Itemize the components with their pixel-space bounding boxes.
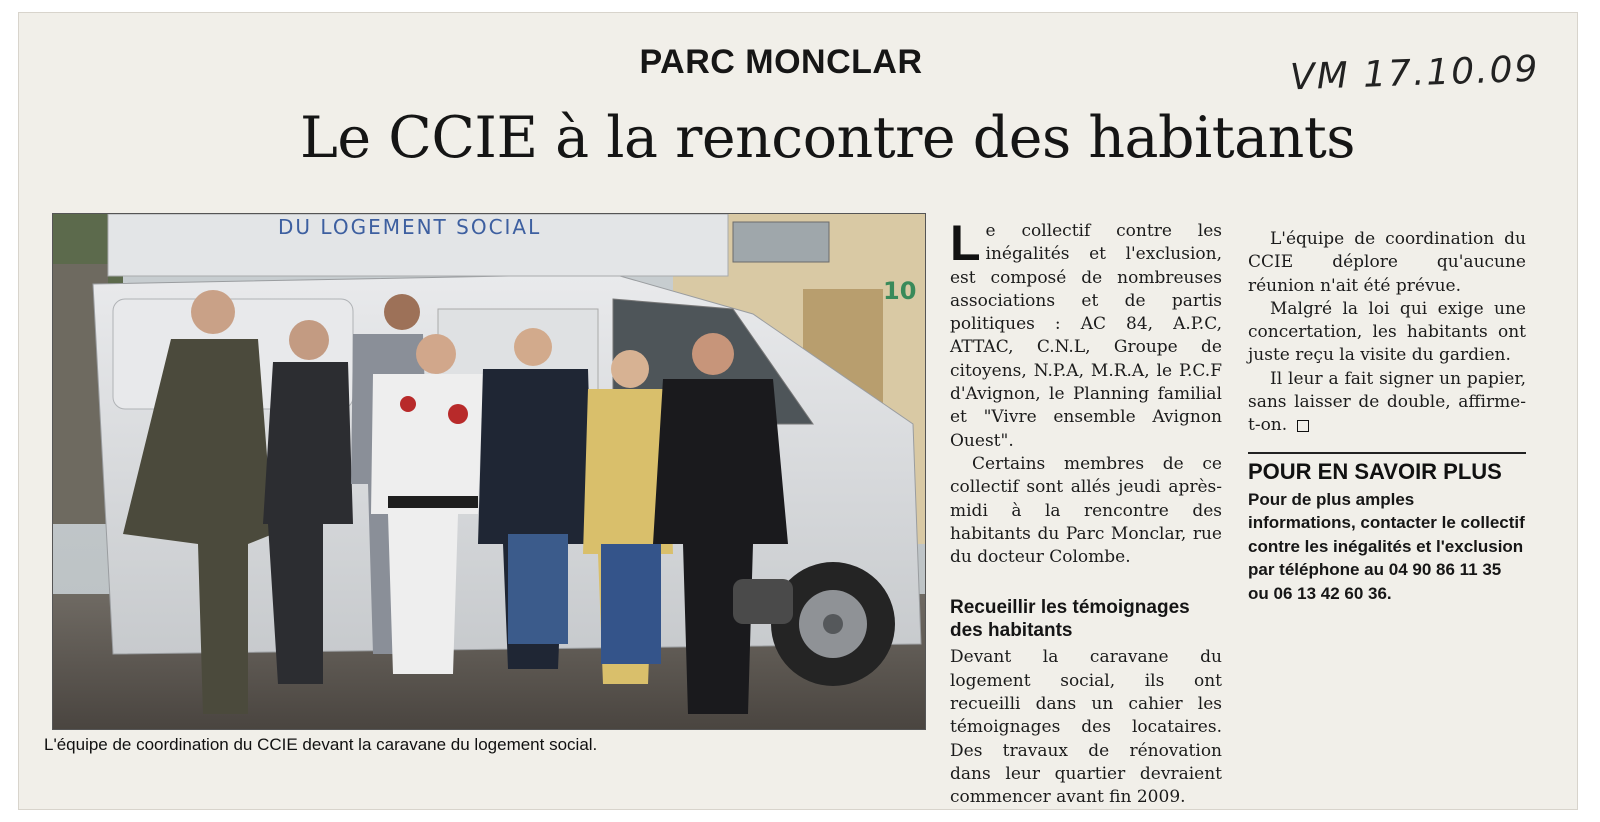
info-box-rule xyxy=(1248,452,1526,454)
paragraph-coordination: L'équipe de coordination du CCIE déplore qu'aucune réunion n'ait été prévue. xyxy=(1248,229,1526,296)
paragraph-signature: Il leur a fait signer un papier, sans laisser de double, affirme-t-on. xyxy=(1248,368,1526,436)
paragraph-intro: e collectif contre les inégalités et l'exclusion, est composé de nombreuses associations et de partis politiques : AC 84, A.P.C, ATTAC, C.N.L, Groupe de citoyens, N.P.A, M.R.A, le P.C.F d'Avignon, le Planning familial et "Vivre ensemble Avignon Ouest". xyxy=(950,221,1222,451)
handwritten-date-note: VM 17.10.09 xyxy=(1289,48,1541,99)
photo-caption: L'équipe de coordination du CCIE devant la caravane du logement social. xyxy=(44,735,598,754)
paragraph-law: Malgré la loi qui exige une concertation, les habitants ont juste reçu la visite du gardien. xyxy=(1248,298,1526,366)
article-photo xyxy=(52,213,926,730)
drop-cap: L xyxy=(950,215,981,271)
end-of-article-square-icon xyxy=(1297,420,1309,432)
article-column-1 xyxy=(950,215,1222,810)
info-box-body: Pour de plus amples informations, contacter le collectif contre les inégalités et l'exclusion par téléphone au 04 90 86 11 35 ou 06 13 42 60 36. xyxy=(1248,489,1525,604)
van-sign: DU LOGEMENT SOCIAL xyxy=(278,215,542,239)
article-kicker: PARC MONCLAR xyxy=(639,43,923,81)
info-box-title: POUR EN SAVOIR PLUS xyxy=(1248,458,1502,484)
article-subhead: Recueillir les témoignages des habitants xyxy=(950,597,1190,642)
building-number: 10 xyxy=(883,277,917,305)
paragraph-testimonies: Devant la caravane du logement social, ils ont recueilli dans un cahier les témoignages des locataires. Des travaux de rénovation dans leur quartier devraient commencer avant fin 2009. xyxy=(950,647,1222,808)
paragraph-visit: Certains membres de ce collectif sont allés jeudi après-midi à la rencontre des habitants du Parc Monclar, rue du docteur Colombe. xyxy=(950,453,1222,568)
article-headline: Le CCIE à la rencontre des habitants xyxy=(300,105,1356,171)
article-column-2 xyxy=(1248,228,1526,606)
photo-illustration xyxy=(53,214,925,729)
